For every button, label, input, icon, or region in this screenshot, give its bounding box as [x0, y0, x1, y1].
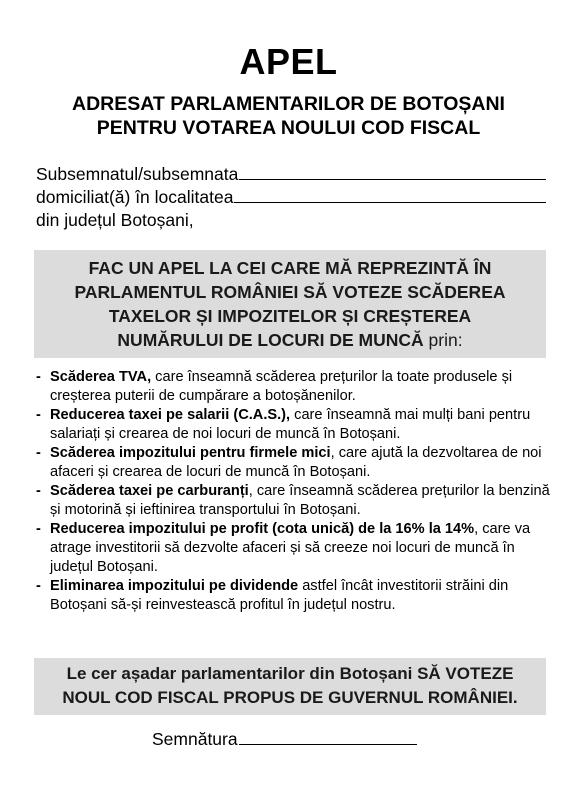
subtitle-line-2: PENTRU VOTAREA NOULUI COD FISCAL — [96, 117, 481, 139]
subtitle-line-1: ADRESAT PARLAMENTARILOR DE BOTOȘANI — [72, 93, 505, 115]
signature-blank-field[interactable] — [239, 729, 417, 745]
signature-label: Semnătura — [152, 729, 238, 749]
locality-label: domiciliat(ă) în localitatea — [36, 187, 234, 207]
list-dash: - — [36, 521, 41, 537]
signature-line — [152, 728, 417, 751]
conclusion-line-1 — [34, 662, 546, 686]
list-dash: - — [36, 369, 41, 385]
appeal-line-2: PARLAMENTUL ROMÂNIEI SĂ VOTEZE SCĂDEREA — [74, 282, 506, 302]
name-line — [36, 163, 546, 186]
appeal-line-4-normal: prin: — [423, 330, 463, 350]
measure-title: Eliminarea impozitului pe dividende — [50, 578, 299, 594]
appeal-line-4-bold: NUMĂRULUI DE LOCURI DE MUNCĂ — [117, 330, 424, 350]
appeal-line-1: FAC UN APEL LA CEI CARE MĂ REPREZINTĂ ÎN — [88, 258, 492, 278]
county-text: din județul Botoșani, — [36, 210, 194, 230]
list-item — [36, 368, 556, 406]
conclusion-line-1-bold: SĂ VOTEZE — [417, 664, 514, 683]
measure-description: care înseamnă scăderea prețurilor la toate produsele și creșterea puterii de cumpărare a botoșănenilor. — [50, 369, 513, 404]
conclusion-line-1-normal: Le cer așadar parlamentarilor din Botoșani — [66, 664, 418, 683]
measure-description: , care înseamnă scăderea prețurilor la benzină și motorină și ieftinirea transportului în Botoșani. — [50, 483, 550, 518]
locality-line — [36, 186, 546, 209]
measure-title: Reducerea taxei pe salarii (C.A.S.), — [50, 407, 291, 423]
list-dash: - — [36, 483, 41, 499]
measure-title: Scăderea impozitului pentru firmele mici — [50, 445, 331, 461]
conclusion-line-2: NOUL COD FISCAL PROPUS DE GUVERNUL ROMÂNIEI. — [62, 688, 518, 707]
measure-description: astfel încât investitorii străini din Botoșani să-și reinvestească profitul în județul nostru. — [50, 578, 509, 613]
measures-list — [36, 368, 556, 615]
list-item — [36, 482, 556, 520]
list-item — [36, 520, 556, 577]
measure-title: Scăderea TVA, — [50, 369, 152, 385]
list-item — [36, 577, 556, 615]
appeal-box — [34, 250, 546, 358]
list-dash: - — [36, 407, 41, 423]
name-blank-field[interactable] — [239, 164, 546, 180]
identity-form — [36, 163, 546, 232]
measure-description: care înseamnă mai mulți bani pentru salariați și crearea de noi locuri de muncă în Botoșani. — [50, 407, 531, 442]
measure-description: , care va atrage investitorii să dezvolte afaceri și să creeze noi locuri de muncă în județul Botoșani. — [50, 521, 531, 575]
list-item — [36, 444, 556, 482]
measure-title: Scăderea taxei pe carburanți — [50, 483, 249, 499]
list-dash: - — [36, 445, 41, 461]
list-dash: - — [36, 578, 41, 594]
measure-title: Reducerea impozitului pe profit (cota unică) de la 16% la 14% — [50, 521, 475, 537]
locality-blank-field[interactable] — [234, 187, 546, 203]
measure-description: , care ajută la dezvoltarea de noi afaceri și crearea de locuri de muncă în Botoșani. — [50, 445, 542, 480]
list-item — [36, 406, 556, 444]
name-label: Subsemnatul/subsemnata — [36, 164, 239, 184]
appeal-line-3: TAXELOR ȘI IMPOZITELOR ȘI CREȘTEREA — [108, 306, 472, 326]
county-line — [36, 209, 546, 232]
appeal-line-4 — [34, 328, 546, 352]
conclusion-box — [34, 658, 546, 715]
document-subtitle — [20, 92, 557, 140]
document-title: APEL — [239, 41, 338, 82]
